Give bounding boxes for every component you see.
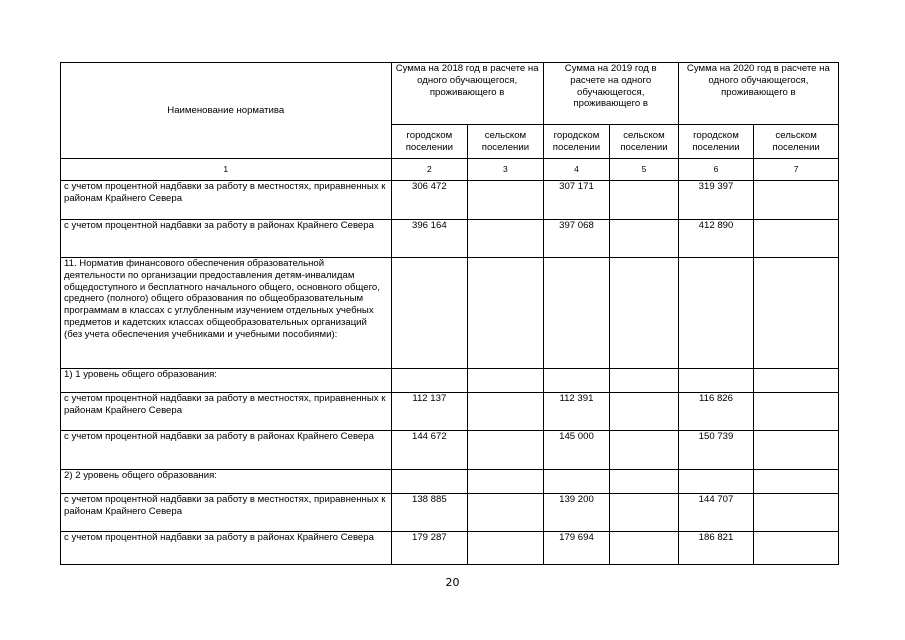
value-2018-urban: 138 885 bbox=[391, 494, 468, 532]
value-2018-urban bbox=[391, 258, 468, 369]
value-2020-urban: 144 707 bbox=[678, 494, 754, 532]
value-2020-urban: 116 826 bbox=[678, 393, 754, 431]
value-2020-urban: 412 890 bbox=[678, 220, 754, 258]
header-urban-2019: городском поселении bbox=[543, 125, 610, 159]
value-2019-urban: 307 171 bbox=[543, 181, 610, 220]
value-2019-urban: 145 000 bbox=[543, 431, 610, 470]
value-2018-rural bbox=[468, 258, 544, 369]
header-rural-2020: сельском поселении bbox=[754, 125, 839, 159]
value-2020-rural bbox=[754, 181, 839, 220]
header-rural-2018: сельском поселении bbox=[468, 125, 544, 159]
value-2019-rural bbox=[610, 470, 679, 494]
value-2020-rural bbox=[754, 393, 839, 431]
norm-name: с учетом процентной надбавки за работу в местностях, приравненных к районам Крайнего Севера bbox=[61, 494, 392, 532]
norm-name: с учетом процентной надбавки за работу в районах Крайнего Севера bbox=[61, 220, 392, 258]
column-number: 5 bbox=[610, 159, 679, 181]
table-row bbox=[61, 532, 839, 565]
value-2019-urban: 179 694 bbox=[543, 532, 610, 565]
value-2018-urban: 306 472 bbox=[391, 181, 468, 220]
header-year-2020: Сумма на 2020 год в расчете на одного обучающегося, проживающего в bbox=[678, 63, 838, 125]
header-urban-2020: городском поселении bbox=[678, 125, 754, 159]
table-row bbox=[61, 258, 839, 369]
norm-name: 2) 2 уровень общего образования: bbox=[61, 470, 392, 494]
column-numbers-row bbox=[61, 159, 839, 181]
table-row bbox=[61, 494, 839, 532]
norm-name: с учетом процентной надбавки за работу в местностях, приравненных к районам Крайнего Севера bbox=[61, 393, 392, 431]
value-2018-rural bbox=[468, 220, 544, 258]
value-2020-rural bbox=[754, 431, 839, 470]
norm-name: с учетом процентной надбавки за работу в районах Крайнего Севера bbox=[61, 431, 392, 470]
value-2018-urban: 179 287 bbox=[391, 532, 468, 565]
value-2018-rural bbox=[468, 393, 544, 431]
page-number: 20 bbox=[445, 576, 460, 589]
value-2018-urban bbox=[391, 369, 468, 393]
value-2019-urban bbox=[543, 470, 610, 494]
value-2020-rural bbox=[754, 494, 839, 532]
value-2018-rural bbox=[468, 431, 544, 470]
value-2018-rural bbox=[468, 181, 544, 220]
value-2019-urban bbox=[543, 258, 610, 369]
value-2020-rural bbox=[754, 258, 839, 369]
value-2020-urban: 186 821 bbox=[678, 532, 754, 565]
column-number: 2 bbox=[391, 159, 468, 181]
value-2020-rural bbox=[754, 532, 839, 565]
value-2019-urban bbox=[543, 369, 610, 393]
column-number: 3 bbox=[468, 159, 544, 181]
norms-table bbox=[60, 62, 839, 565]
table-row bbox=[61, 393, 839, 431]
value-2020-rural bbox=[754, 220, 839, 258]
table-row bbox=[61, 181, 839, 220]
value-2018-urban bbox=[391, 470, 468, 494]
column-number: 7 bbox=[754, 159, 839, 181]
header-year-2019: Сумма на 2019 год в расчете на одного обучающегося, проживающего в bbox=[543, 63, 678, 125]
value-2019-rural bbox=[610, 494, 679, 532]
value-2019-rural bbox=[610, 532, 679, 565]
value-2020-urban: 319 397 bbox=[678, 181, 754, 220]
table-row bbox=[61, 220, 839, 258]
value-2019-rural bbox=[610, 258, 679, 369]
value-2018-urban: 144 672 bbox=[391, 431, 468, 470]
header-urban-2018: городском поселении bbox=[391, 125, 468, 159]
value-2020-urban bbox=[678, 369, 754, 393]
norm-name: 11. Норматив финансового обеспечения образовательной деятельности по организации предоставления детям-инвалидам общедоступного и бесплатного начального общего, основного общего, среднего (полного) общего образования по общеобразовательным программам в классах с углубленным изучением отдельных учебных предметов и кадетских классах общеобразовательных организаций (без учета обеспечения учебниками и учебными пособиями): bbox=[61, 258, 392, 369]
table-row bbox=[61, 431, 839, 470]
table-row bbox=[61, 369, 839, 393]
header-norm-name: Наименование норматива bbox=[61, 63, 392, 159]
value-2020-rural bbox=[754, 369, 839, 393]
value-2018-rural bbox=[468, 369, 544, 393]
value-2020-urban bbox=[678, 470, 754, 494]
norm-name: с учетом процентной надбавки за работу в местностях, приравненных к районам Крайнего Севера bbox=[61, 181, 392, 220]
column-number: 1 bbox=[61, 159, 392, 181]
value-2020-urban: 150 739 bbox=[678, 431, 754, 470]
value-2019-rural bbox=[610, 181, 679, 220]
value-2019-rural bbox=[610, 369, 679, 393]
value-2019-urban: 112 391 bbox=[543, 393, 610, 431]
value-2018-rural bbox=[468, 532, 544, 565]
column-number: 4 bbox=[543, 159, 610, 181]
column-number: 6 bbox=[678, 159, 754, 181]
value-2018-urban: 396 164 bbox=[391, 220, 468, 258]
header-year-2018: Сумма на 2018 год в расчете на одного обучающегося, проживающего в bbox=[391, 63, 543, 125]
value-2019-rural bbox=[610, 393, 679, 431]
value-2018-urban: 112 137 bbox=[391, 393, 468, 431]
value-2018-rural bbox=[468, 470, 544, 494]
header-rural-2019: сельском поселении bbox=[610, 125, 679, 159]
value-2019-rural bbox=[610, 431, 679, 470]
value-2019-urban: 397 068 bbox=[543, 220, 610, 258]
value-2020-rural bbox=[754, 470, 839, 494]
table-row bbox=[61, 470, 839, 494]
value-2019-urban: 139 200 bbox=[543, 494, 610, 532]
value-2020-urban bbox=[678, 258, 754, 369]
value-2018-rural bbox=[468, 494, 544, 532]
value-2019-rural bbox=[610, 220, 679, 258]
norm-name: 1) 1 уровень общего образования: bbox=[61, 369, 392, 393]
norm-name: с учетом процентной надбавки за работу в районах Крайнего Севера bbox=[61, 532, 392, 565]
